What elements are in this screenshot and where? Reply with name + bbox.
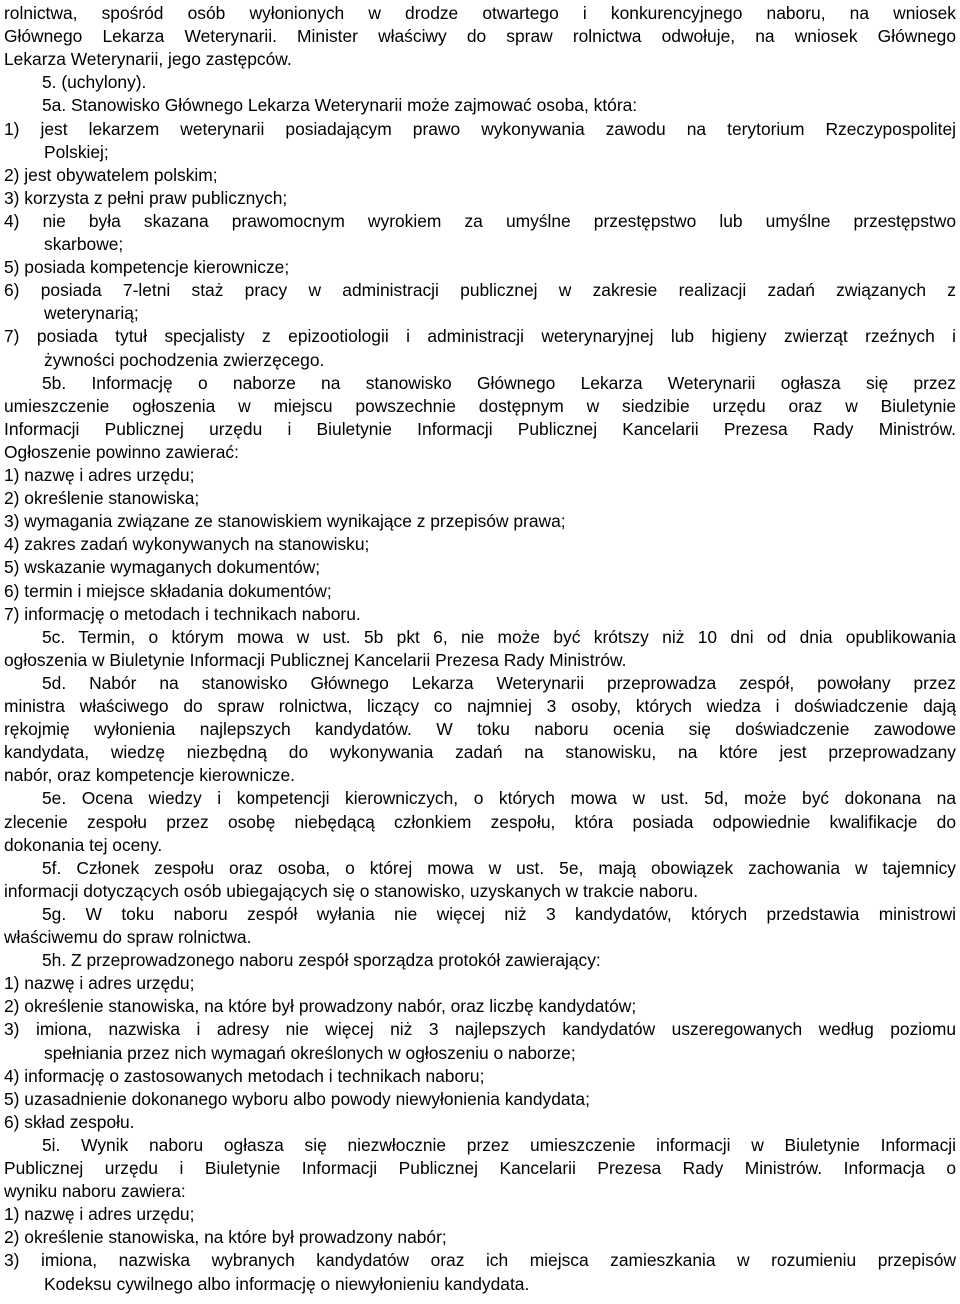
text-line: 5. (uchylony). [42, 72, 147, 93]
text-line: Lekarza Weterynarii, jego zastępców. [4, 49, 292, 70]
text-line: 5i. Wynik naboru ogłasza się niezwłocznie przez umieszczenie informacji w Biuletynie Informacji [42, 1134, 956, 1155]
text-line: 2) określenie stanowiska, na które był prowadzony nabór, oraz liczbę kandydatów; [4, 996, 637, 1017]
text-line: 5b. Informację o naborze na stanowisko Głównego Lekarza Weterynarii ogłasza się przez [42, 372, 956, 393]
text-line: kandydata, wiedzę niezbędną do wykonywania zadań na stanowisku, na które jest przeprowadzany [4, 742, 956, 763]
text-line: żywności pochodzenia zwierzęcego. [44, 349, 325, 370]
text-line: właściwemu do spraw rolnictwa. [4, 927, 252, 947]
text-line: 5c. Termin, o którym mowa w ust. 5b pkt 6, nie może być krótszy niż 10 dni od dnia opublikowania [42, 626, 956, 647]
text-line: 4) zakres zadań wykonywanych na stanowisku; [4, 534, 370, 555]
text-line: informacji dotyczących osób ubiegających się o stanowisko, uzyskanych w trakcie naboru. [4, 880, 699, 901]
text-line: 3) imiona, nazwiska wybranych kandydatów oraz ich miejsca zamieszkania w rozumieniu przepisów [4, 1250, 956, 1271]
text-line: 1) jest lekarzem weterynarii posiadającym prawo wykonywania zawodu na terytorium Rzeczypospolitej [4, 118, 956, 139]
text-line: ogłoszenia w Biuletynie Informacji Publicznej Kancelarii Prezesa Rady Ministrów. [4, 649, 627, 670]
text-line: 2) określenie stanowiska, na które był prowadzony nabór; [4, 1227, 447, 1248]
text-line: 5h. Z przeprowadzonego naboru zespół sporządza protokół zawierający: [42, 950, 601, 971]
text-line: skarbowe; [44, 234, 124, 254]
text-line: 3) imiona, nazwiska i adresy nie więcej niż 3 najlepszych kandydatów uszeregowanych według poziomu [4, 1019, 956, 1040]
text-line: 1) nazwę i adres urzędu; [4, 465, 195, 485]
text-line: 3) korzysta z pełni praw publicznych; [4, 187, 288, 208]
text-line: 1) nazwę i adres urzędu; [4, 973, 195, 994]
text-line: zlecenie zespołu przez osobę niebędącą członkiem zespołu, która posiada odpowiednie kwalifikacje do [4, 811, 956, 832]
text-line: 5) posiada kompetencje kierownicze; [4, 257, 290, 278]
text-line: 6) termin i miejsce składania dokumentów; [4, 580, 332, 601]
text-line: Ogłoszenie powinno zawierać: [4, 441, 239, 462]
text-line: wyniku naboru zawiera: [4, 1181, 186, 1202]
text-line: 3) wymagania związane ze stanowiskiem wynikające z przepisów prawa; [4, 511, 566, 532]
text-line: 5) wskazanie wymaganych dokumentów; [4, 557, 321, 578]
text-line: 7) posiada tytuł specjalisty z epizootiologii i administracji weterynaryjnej lub higieny zwierząt rzeźnych i [4, 326, 956, 347]
text-line: 5g. W toku naboru zespół wyłania nie więcej niż 3 kandydatów, których przedstawia ministrowi [42, 903, 956, 924]
text-line: umieszczenie ogłoszenia w miejscu powszechnie dostępnym w siedzibie urzędu oraz w Biuletynie [4, 395, 956, 416]
text-line: 5a. Stanowisko Głównego Lekarza Weterynarii może zajmować osoba, która: [42, 95, 638, 116]
text-line: Głównego Lekarza Weterynarii. Minister właściwy do spraw rolnictwa odwołuje, na wniosek Głównego [4, 26, 956, 47]
text-line: rękojmię wyłonienia najlepszych kandydatów. W toku naboru ocenia się doświadczenie zawodowe [4, 719, 956, 740]
text-line: Informacji Publicznej urzędu i Biuletynie Informacji Publicznej Kancelarii Prezesa Rady Ministrów. [4, 418, 956, 439]
text-line: ministra właściwego do spraw rolnictwa, liczący co najmniej 3 osoby, których wiedza i doświadczenie dają [4, 696, 956, 716]
text-line: rolnictwa, spośród osób wyłonionych w drodze otwartego i konkurencyjnego naboru, na wniosek [4, 3, 956, 23]
text-line: 6) posiada 7-letni staż pracy w administracji publicznej w zakresie realizacji zadań związanych z [4, 280, 956, 301]
text-line: 2) określenie stanowiska; [4, 488, 200, 509]
text-line: 1) nazwę i adres urzędu; [4, 1204, 195, 1225]
text-line: 7) informację o metodach i technikach naboru. [4, 603, 361, 624]
text-line: Publicznej urzędu i Biuletynie Informacji Publicznej Kancelarii Prezesa Rady Ministrów. Informacja o [4, 1158, 956, 1178]
text-line: nabór, oraz kompetencje kierownicze. [4, 765, 295, 786]
text-line: dokonania tej oceny. [4, 834, 163, 855]
text-line: weterynarią; [44, 303, 139, 324]
text-line: 4) informację o zastosowanych metodach i technikach naboru; [4, 1065, 485, 1086]
text-line: 4) nie była skazana prawomocnym wyrokiem za umyślne przestępstwo lub umyślne przestępstwo [4, 210, 956, 231]
text-line: Kodeksu cywilnego albo informację o niewyłonieniu kandydata. [44, 1273, 530, 1294]
text-line: 5) uzasadnienie dokonanego wyboru albo powody niewyłonienia kandydata; [4, 1088, 590, 1109]
text-line: Polskiej; [44, 141, 109, 162]
text-line: spełniania przez nich wymagań określonych w ogłoszeniu o naborze; [44, 1042, 576, 1063]
text-line: 5d. Nabór na stanowisko Głównego Lekarza Weterynarii przeprowadza zespół, powołany przez [42, 672, 956, 693]
text-line: 6) skład zespołu. [4, 1111, 135, 1132]
text-line: 5e. Ocena wiedzy i kompetencji kierowniczych, o których mowa w ust. 5d, może być dokonana na [42, 788, 956, 809]
text-line: 5f. Członek zespołu oraz osoba, o której mowa w ust. 5e, mają obowiązek zachowania w tajemnicy [42, 857, 956, 878]
text-line: 2) jest obywatelem polskim; [4, 164, 218, 185]
